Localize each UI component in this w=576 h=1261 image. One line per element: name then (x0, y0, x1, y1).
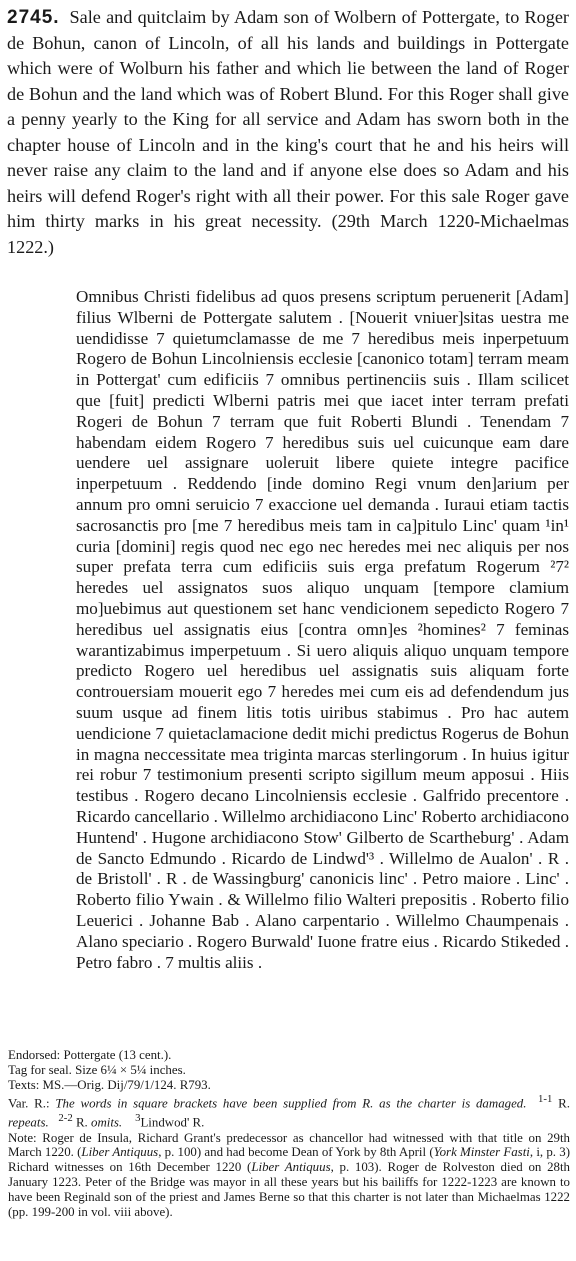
endorsement-note: Endorsed: Pottergate (13 cent.). (8, 1048, 172, 1062)
note-part-a: Note: Roger de Insula, Richard Grant's predecessor as chancellor had witnessed with that title on 29th March 1220. ( (8, 1130, 570, 1160)
variant-2-italic: omits. (91, 1115, 123, 1130)
charter-summary (7, 5, 569, 260)
variant-2-mark: 2-2 (58, 1112, 73, 1125)
variant-1-mark: 1-1 (538, 1093, 553, 1106)
variant-1-italic: repeats. (8, 1115, 49, 1130)
editorial-notes (8, 1048, 570, 1219)
variant-label: Var. R.: (8, 1096, 56, 1111)
note-ref-york-minster-fasti: York Minster Fasti (433, 1145, 530, 1160)
seal-tag-note: Tag for seal. Size 6¼ × 5¼ inches. (8, 1062, 186, 1077)
latin-text: Omnibus Christi fidelibus ad quos presens scriptum peruenerit [Adam] filius Wlberni de Pottergate salutem . [Nouerit vniuer]sitas uestra me uendidisse 7 quietumclamasse de me 7 heredibus meis inperpetuum Rogero de Bohun Lincolniensis ecclesie [canonico totam] terram meam in Pottergat' cum edificiis 7 omnibus pertinenciis suis . Illam scilicet que [fuit] predicti Wlberni patris mei que iacet inter terram prefati Rogeri de Bohun 7 terram que fuit Roberti Blundi . Tenendam 7 habendam eidem Rogero 7 heredibus suis uel cuicunque eam dare uendere uel assignare uoleruit libere quiete integre pacifice inperpetuum . Reddendo [inde domino Regi vnum den]arium per annum pro omni seruicio 7 exaccione uel demanda . Iuraui etiam tactis sacrosanctis pro [me 7 heredibus meis tam in ca]pitulo Linc' quam ¹in¹ curia [domini] regis quod nec ego nec heredes mei nec aliquis per nos super prefata terra cum edificiis suis erga prefatum Rogerum ²7² heredes uel assignatos suos aliquo unquam [tempore clamium mo]uebimus aut questionem set hanc vendicionem sepedicto Rogero 7 heredibus uel assignatis eius [contra omn]es ²homines² 7 feminas warantizabimus imperpetuum . Si uero aliquis aliquo unquam tempore predicto Rogero uel heredibus uel assignatis suis aliquam forte controuersiam mouerit ego 7 heredes mei cum eis ad defendendum jus suum usque ad finem litis totis uiribus stabimus . Pro hac autem uendicione 7 quietaclamacione dedit michi predictus Rogerus de Bohun in magna neccessitate mea triginta marcas sterlingorum . In huius igitur rei robur 7 testimonium presenti scripto sigillum meum apposui . Hiis testibus . Rogero decano Lincolniensis ecclesie . Galfrido precentore . Ricardo cancellario . Willelmo archidiacono Linc' Roberto archidiacono Huntend' . Hugone archidiacono Stow' Gilberto de Scartheburg' . Adam de Sancto Edmundo . Ricardo de Lindwd'³ . Willelmo de Aualon' . R . de Bristoll' . R . de Wassingburg' canonicis linc' . Petro maiore . Linc' . Roberto filio Ywain . & Willelmo filio Walteri prepositis . Roberto filio Leuerici . Johanne Bab . Alano carpentario . Willelmo Chaumpenais . Alano speciario . Rogero Burwald' Iuone fratre eius . Ricardo Stikeded . Petro fabro . 7 multis aliis . (76, 287, 569, 972)
note-ref-liber-antiquus-2: Liber Antiquus (251, 1160, 331, 1175)
note-part-b: , p. 100) and had become Dean of York by 8th April ( (158, 1145, 434, 1160)
note-ref-liber-antiquus-1: Liber Antiquus (81, 1145, 159, 1160)
variant-3-text: Lindwod' R. (140, 1115, 205, 1130)
historical-note (8, 1131, 570, 1220)
variant-2-text: R. (72, 1115, 91, 1130)
variant-1-text: R. (552, 1096, 570, 1111)
variant-readings-note (8, 1092, 570, 1130)
charter-number: 2745. (7, 7, 60, 28)
charter-summary-text: Sale and quitclaim by Adam son of Wolbern of Pottergate, to Roger de Bohun, canon of Lincoln, of all his lands and buildings in Pottergate which were of Wolburn his father and which lie between the land of Roger de Bohun and the land which was of Robert Blund. For this Roger shall give a penny yearly to the King for all service and Adam has sworn both in the chapter house of Lincoln and in the king's court that he and his heirs will never raise any claim to the land and if anyone else does so Adam and his heirs will defend Roger's right with all their power. For this sale Roger gave him thirty marks in his great necessity. (29th March 1220-Michaelmas 1222.) (7, 7, 569, 257)
latin-charter-text (76, 287, 569, 973)
note-part-d: , p. 103). Roger de Rolveston died on 28th January 1223. Peter of the Bridge was mayor in all these years but his bailiffs for 1222-1223 are known to have been Reginald son of the priest and James Berne so that this charter is not later than Michaelmas 1222 (pp. 199-200 in vol. viii above). (8, 1160, 570, 1219)
variant-3-mark: 3 (135, 1112, 141, 1125)
variant-explanation: The words in square brackets have been supplied from R. as the charter is damaged. (55, 1096, 527, 1111)
note-part-c: , i, p. 3) Richard witnesses on 16th December 1220 ( (8, 1145, 570, 1175)
texts-note: Texts: MS.—Orig. Dij/79/1/124. R793. (8, 1077, 211, 1092)
